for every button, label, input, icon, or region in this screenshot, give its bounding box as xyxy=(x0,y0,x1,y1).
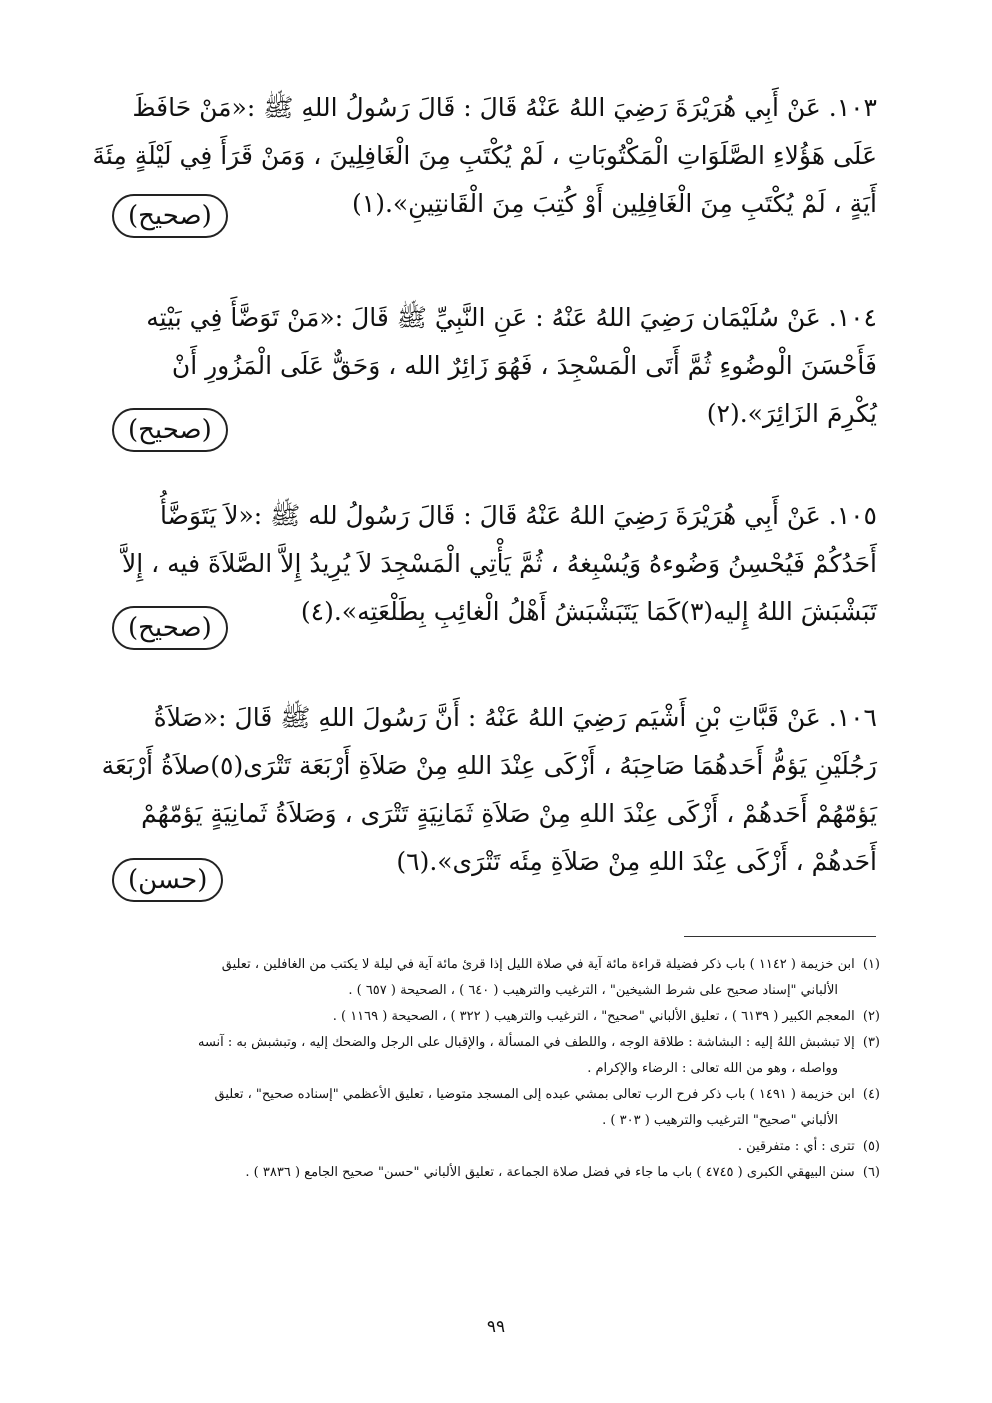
hadith-line: ١٠٣. عَنْ أَبِي هُرَيْرَةَ رَضِيَ اللهُ عَنْهُ قَالَ : قَالَ رَسُولُ اللهِ ﷺ :«مَنْ حَافَظَ xyxy=(132,93,877,122)
hadith-line: رَجُلَيْنِ يَؤمُّ أَحَدهُمَا صَاحِبَهُ ، أَزْكَى عِنْدَ اللهِ مِنْ صَلاَةِ أَرْبَعَة تَتْرَى(٥)صلاَةُ أَرْبَعَة xyxy=(101,751,877,780)
footnote-number: (٦) xyxy=(862,1165,880,1180)
grade-badge: (صحيح) xyxy=(112,606,228,650)
footnote-text: الألباني "إسناد صحيح على شرط الشيخين" ، الترغيب والترهيب ( ٦٤٠ ) ، الصحيحة ( ٦٥٧ ) . xyxy=(348,983,838,998)
hadith-line: يُكْرِمَ الزَائِرَ».(٢) xyxy=(706,399,877,428)
hadith-103 xyxy=(92,84,877,228)
hadith-line: تَبَشْبَشَ اللهُ إِليه(٣)كَمَا يَتَبَشْبَشُ أَهْلُ الْغائِبِ بِطَلْعَتِه».(٤) xyxy=(300,597,877,626)
footnote-text: الألباني "صحيح" الترغيب والترهيب ( ٣٠٣ ) . xyxy=(602,1113,838,1128)
grade-badge: (صحيح) xyxy=(112,194,228,238)
footnote-3 xyxy=(112,1030,880,1082)
hadith-104 xyxy=(112,294,877,438)
grade-badge: (صحيح) xyxy=(112,408,228,452)
footnote-separator xyxy=(684,936,876,937)
footnote-2 xyxy=(112,1004,880,1030)
footnote-number: (٢) xyxy=(862,1009,880,1024)
footnote-6 xyxy=(112,1160,880,1186)
footnote-number: (٣) xyxy=(862,1035,880,1050)
hadith-line: أَحَدهُمْ ، أَزْكَى عِنْدَ اللهِ مِنْ صَلاَةِ مِئَه تَتْرَى».(٦) xyxy=(396,847,877,876)
hadith-line: ١٠٥. عَنْ أَبِي هُرَيْرَةَ رَضِيَ اللهُ عَنْهُ قَالَ : قَالَ رَسُولُ لله ﷺ :«لاَ يَتَوَضَّأُ xyxy=(160,501,877,530)
footnote-text: ابن خزيمة ( ١٤٩١ ) باب ذكر فرح الرب تعالى بمشي عبده إلى المسجد متوضيا ، تعليق الأعظمي "إسناده صحيح" ، تعليق xyxy=(214,1087,855,1102)
hadith-line: ١٠٦. عَنْ قَبَّاتِ بْنِ أَشْيَم رَضِيَ اللهُ عَنْهُ : أَنَّ رَسُولَ اللهِ ﷺ قَالَ :«صَلاَةُ xyxy=(153,703,877,732)
footnote-text: إلا تبشبش اللهُ إليه : البشاشة : طلاقة الوجه ، واللطف في المسألة ، والإقبال على الرجل والضحك إليه ، وتبشبش به : آنسه xyxy=(197,1035,855,1050)
footnote-4 xyxy=(112,1082,880,1134)
hadith-106 xyxy=(101,694,877,886)
footnote-text: تترى : أي : متفرقين . xyxy=(737,1139,855,1154)
hadith-line: أَيَةٍ ، لَمْ يُكْتَبِ مِنَ الْغَافِلِين أَوْ كُتِبَ مِنَ الْقَانتِينِ».(١) xyxy=(351,189,877,218)
hadith-line: أَحَدُكُمْ فَيُحْسِنُ وَضُوءهُ وَيُسْبِغهُ ، ثُمَّ يَأْتِي الْمَسْجِدَ لاَ يُرِيدُ إِلاَّ الصَّلاَةَ فيه ، إِلاَّ xyxy=(121,549,877,578)
footnote-text: ابن خزيمة ( ١١٤٢ ) باب ذكر فضيلة قراءة مائة آية في صلاة الليل إذا قرئ مائة آية في ليلة لا يكتب من الغافلين ، تعليق xyxy=(221,957,855,972)
footnote-1 xyxy=(112,952,880,1004)
hadith-line: فَأَحْسَنَ الْوضُوءِ ثُمَّ أَتَى الْمَسْجِدَ ، فَهُوَ زَائِرٌ الله ، وَحَقٌّ عَلَى الْمَزُورِ أَنْ xyxy=(171,351,877,380)
grade-badge: (حسن) xyxy=(112,858,223,902)
footnote-number: (١) xyxy=(862,957,880,972)
footnote-number: (٥) xyxy=(862,1139,880,1154)
footnote-text: وواصله ، وهو من الله تعالى : الرضاء والإكرام . xyxy=(587,1061,838,1076)
page-number: ٩٩ xyxy=(486,1317,506,1337)
hadith-line: يَؤمّهُمْ أَحَدهُمْ ، أَزْكَى عِنْدَ اللهِ مِنْ صَلاَةِ ثَمَانِيَةٍ تَتْرَى ، وَصَلاَةُ ثَمانِيَةٍ يَؤمّهُمْ xyxy=(141,799,877,828)
hadith-105 xyxy=(112,492,877,636)
footnote-number: (٤) xyxy=(862,1087,880,1102)
hadith-line: ١٠٤. عَنْ سُلَيْمَان رَضِيَ اللهُ عَنْهُ : عَنِ النَّبِيِّ ﷺ قَالَ :«مَنْ تَوَضَّأَ فِي بَيْتِه xyxy=(146,303,877,332)
footnote-5 xyxy=(112,1134,880,1160)
hadith-line: عَلَى هَؤُلاءِ الصَّلَوَاتِ الْمَكْتُوبَاتِ ، لَمْ يُكْتَبِ مِنَ الْغَافِلِينَ ، وَمَنْ قَرَأَ فِي لَيْلَةٍ مِئَةَ xyxy=(92,141,877,170)
footnote-text: المعجم الكبير ( ٦١٣٩ ) ، تعليق الألباني "صحيح" ، الترغيب والترهيب ( ٣٢٢ ) ، الصحيحة ( ١١٦٩ ) . xyxy=(332,1009,855,1024)
footnotes xyxy=(112,952,880,1186)
footnote-text: سنن البيهقي الكبرى ( ٤٧٤٥ ) باب ما جاء في فضل صلاة الجماعة ، تعليق الألباني "حسن" صحيح الجامع ( ٣٨٣٦ ) . xyxy=(245,1165,855,1180)
